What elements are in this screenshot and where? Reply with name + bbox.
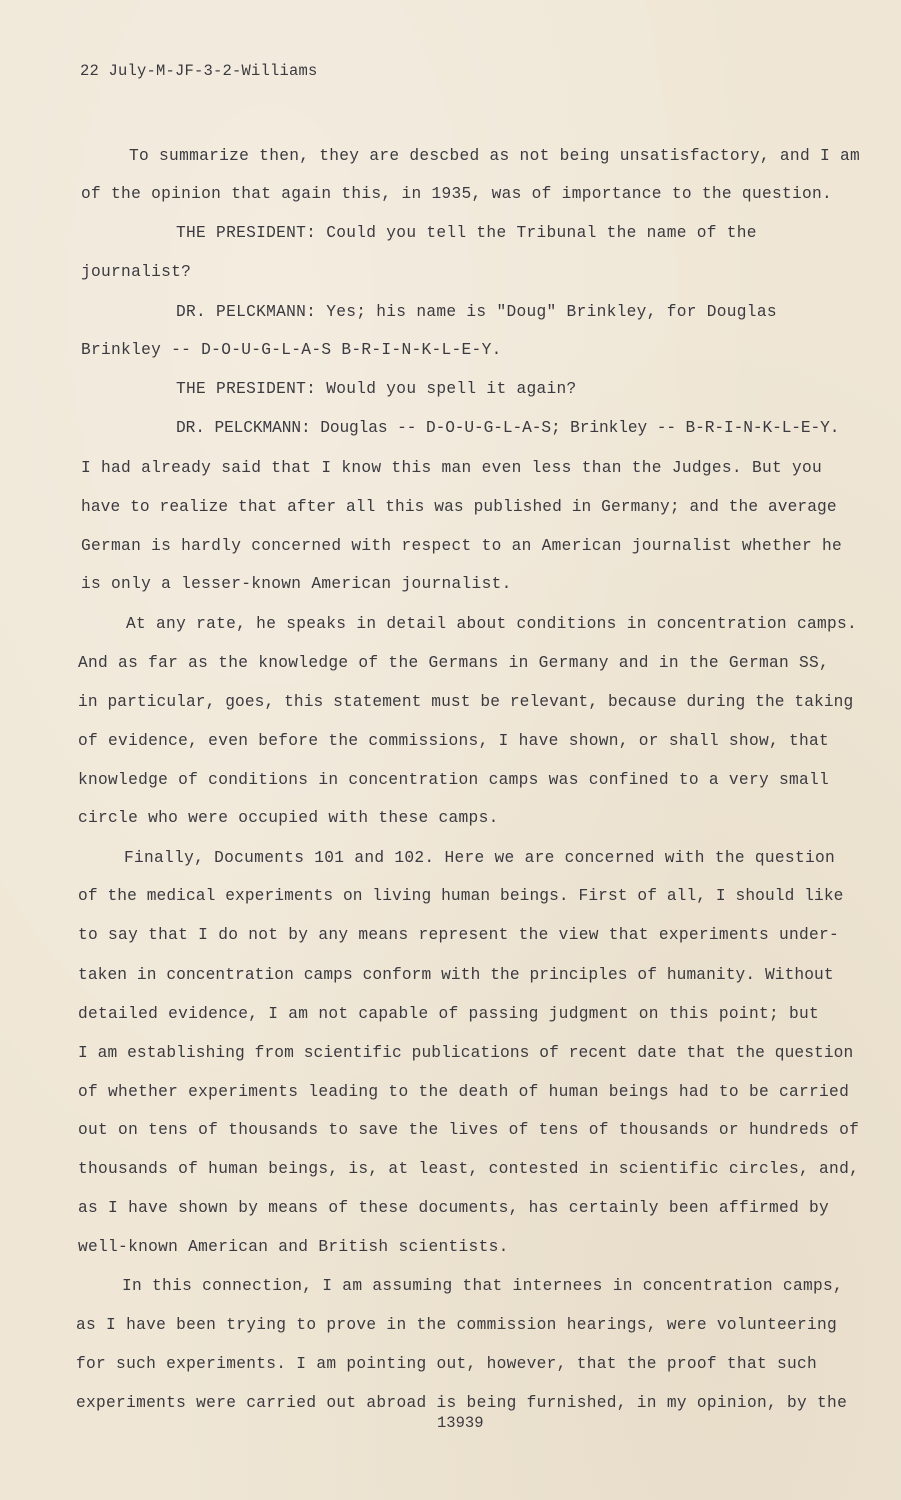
text-line-6: Brinkley -- D-O-U-G-L-A-S B-R-I-N-K-L-E-Y. [81, 341, 502, 359]
text-line-11: German is hardly concerned with respect to an American journalist whether he [81, 537, 843, 555]
text-line-22: taken in concentration camps conform with the principles of humanity. Without [78, 966, 834, 984]
text-line-12: is only a lesser-known American journalist. [81, 575, 512, 593]
text-line-28: as I have shown by means of these documents, has certainly been affirmed by [78, 1199, 830, 1217]
text-line-25: of whether experiments leading to the death of human beings had to be carried [78, 1083, 850, 1101]
text-line-31: as I have been trying to prove in the commission hearings, were volunteering [76, 1316, 838, 1334]
text-line-26: out on tens of thousands to save the lives of tens of thousands or hundreds of [78, 1121, 860, 1139]
text-line-4: journalist? [81, 263, 192, 281]
text-line-18: circle who were occupied with these camps. [78, 809, 499, 827]
text-line-16: of evidence, even before the commissions, I have shown, or shall show, that [78, 732, 830, 750]
text-line-15: in particular, goes, this statement must be relevant, because during the taking [78, 693, 854, 711]
text-line-29: well-known American and British scientists. [78, 1238, 509, 1256]
text-line-27: thousands of human beings, is, at least, contested in scientific circles, and, [78, 1160, 860, 1178]
text-line-32: for such experiments. I am pointing out, however, that the proof that such [76, 1355, 818, 1373]
page-number: 13939 [437, 1414, 484, 1432]
text-line-23: detailed evidence, I am not capable of passing judgment on this point; but [78, 1005, 820, 1023]
text-line-14: And as far as the knowledge of the Germans in Germany and in the German SS, [78, 654, 830, 672]
text-line-5: DR. PELCKMANN: Yes; his name is "Doug" Brinkley, for Douglas [176, 303, 777, 321]
text-line-2: of the opinion that again this, in 1935, was of importance to the question. [81, 185, 833, 203]
text-line-10: have to realize that after all this was published in Germany; and the average [81, 498, 837, 516]
text-line-24: I am establishing from scientific publications of recent date that the question [78, 1044, 854, 1062]
text-line-19: Finally, Documents 101 and 102. Here we are concerned with the question [124, 849, 835, 867]
text-line-1: To summarize then, they are descbed as not being unsatisfactory, and I am [129, 147, 861, 165]
document-header: 22 July-M-JF-3-2-Williams [80, 62, 318, 80]
text-line-7: THE PRESIDENT: Would you spell it again? [176, 380, 577, 398]
text-line-21: to say that I do not by any means represent the view that experiments under- [78, 926, 840, 944]
text-line-8: DR. PELCKMANN: Douglas -- D-O-U-G-L-A-S; Brinkley -- B-R-I-N-K-L-E-Y. [176, 419, 840, 437]
text-line-17: knowledge of conditions in concentration camps was confined to a very small [78, 771, 830, 789]
text-line-30: In this connection, I am assuming that internees in concentration camps, [122, 1277, 844, 1295]
text-line-33: experiments were carried out abroad is being furnished, in my opinion, by the [76, 1394, 848, 1412]
text-line-13: At any rate, he speaks in detail about conditions in concentration camps. [126, 615, 858, 633]
text-line-9: I had already said that I know this man even less than the Judges. But you [81, 459, 823, 477]
text-line-20: of the medical experiments on living human beings. First of all, I should like [78, 887, 844, 905]
text-line-3: THE PRESIDENT: Could you tell the Tribunal the name of the [176, 224, 757, 242]
